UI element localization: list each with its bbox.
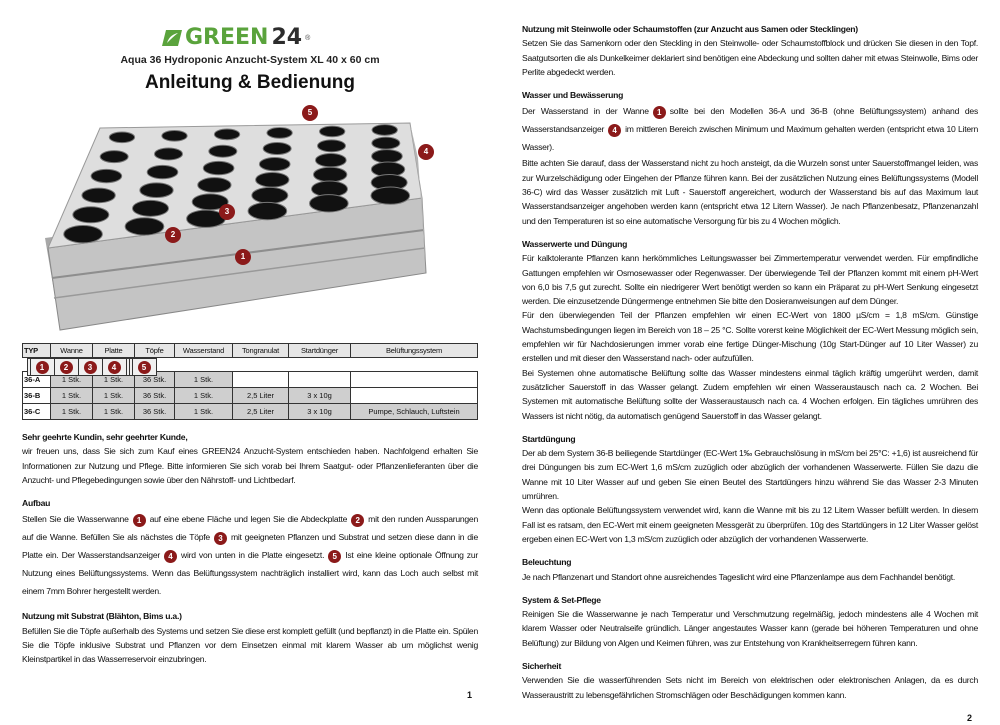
cell-typ: 36-C — [23, 404, 51, 420]
section-heading: Nutzung mit Substrat (Blähton, Bims u.a.) — [22, 611, 182, 622]
product-subtitle: Aqua 36 Hydroponic Anzucht-System XL 40 x 60 cm — [120, 54, 380, 66]
substrat-section — [22, 609, 478, 666]
pot-hole — [100, 151, 128, 163]
cell: 1 Stk. — [93, 388, 135, 404]
marker-4: 4 — [164, 550, 177, 563]
cell: 1 Stk. — [175, 372, 233, 388]
pot-hole — [82, 188, 115, 203]
page-title: Anleitung & Bedienung — [144, 72, 356, 93]
table-header: Tongranulat — [233, 344, 289, 358]
image-marker-1: 1 — [235, 249, 251, 265]
section-heading: Aufbau — [22, 498, 51, 509]
sicherheit-section — [522, 659, 978, 702]
cell: 36 Stk. — [135, 404, 175, 420]
aufbau-section — [22, 496, 478, 600]
section-text: Setzen Sie das Samenkorn oder den Steckling in den Steinwolle- oder Schaumstoffblock und drücken Sie diesen in den Topf. Saatgutsorten die als Dunkelkeimer deklariert sind benötigen eine Abdeckung und sollten daher mit etwas Steinwolle, Bims oder Perlite abgedeckt werden. — [522, 38, 979, 77]
section-heading: Beleuchtung — [522, 557, 572, 568]
pot-hole — [155, 148, 183, 160]
cell — [289, 372, 351, 388]
cell: 2,5 Liter — [233, 388, 289, 404]
product-image-tray — [30, 98, 460, 338]
cell: 1 Stk. — [51, 404, 93, 420]
wasser-section — [522, 88, 978, 228]
table-header-row — [23, 344, 478, 358]
pot-hole — [372, 125, 397, 136]
pot-hole — [147, 165, 178, 178]
cell — [351, 372, 478, 388]
pot-hole — [248, 202, 287, 219]
text: Der Wasserstand in der Wanne — [522, 106, 649, 117]
pot-hole — [73, 207, 109, 223]
text: Ist eine kleine optionale Öffnung zur Nutzung eines Belüftungssystems. Wenn das Belüftungssystem nachträglich installiert wird, kann das Loch auch selbst mit einem 7mm Bohrer hergestellt werden. — [22, 550, 478, 597]
table-row — [23, 388, 478, 404]
page-2 — [500, 0, 1000, 723]
section-text: Für den überwiegenden Teil der Pflanzen empfehlen wir einen EC-Wert von 1800 µS/cm = 1,8 mS/cm. Günstige Wachstumsbedingungen liegen im Bereich von 18 – 25 °C. Sollte vorerst keine Möglichkeit der EC-Wert Messung möglich sein, empfehlen wir für Nachdosierungen immer vorab eine fertige Dünger-Mischung (10g Start-Dünger auf 10 Liter Wasser) zu erstellen und mit dieser den Wasserstand nach- oder aufzufüllen. — [522, 310, 978, 364]
section-heading: Sicherheit — [522, 660, 562, 671]
model-contents-table — [22, 343, 478, 420]
section-text: Bitte achten Sie darauf, dass der Wasserstand nicht zu hoch ansteigt, da die Wurzeln sonst unter Sauerstoffmangel leiden, was zur Wurzelschädigung oder Eingehen der Pflanze führen kann. Bei der zusätzlichen Nutzung eines Belüftungssystems (Modell 36-C) wird das Wasser zusätzlich mit Luft - Sauerstoff angereichert, wodurch der Wasserstand bis auf das Maximum laut Wasserstandsanzeiger angehoben werden kann (entspricht etwa 12 Litern Wasser). Je nach Pflanzenbesatz, Pflanzenanzahl und den Temperaturen ist so eine automatische Versorgung für bis zu 4 Wochen möglich. — [522, 158, 978, 226]
table-header: Startdünger — [289, 344, 351, 358]
greeting-section — [22, 430, 478, 487]
section-heading: System & Set-Pflege — [522, 594, 601, 605]
cell: Pumpe, Schlauch, Luftstein — [351, 404, 478, 420]
table-header: Platte — [93, 344, 135, 358]
pot-hole — [162, 130, 187, 141]
section-heading: Sehr geehrte Kundin, sehr geehrter Kunde, — [22, 432, 188, 442]
text: wird von unten in die Platte eingesetzt. — [180, 550, 325, 561]
section-text — [522, 102, 978, 156]
pot-hole — [314, 167, 347, 182]
section-text: wir freuen uns, dass Sie sich zum Kauf eines GREEN24 Anzucht-System entschieden haben. Nachfolgend erhalten Sie Informationen zur Nutzung und Pflege. Bitte informieren Sie sich vorab bei Ihrem Saatgut- oder Pflanzenlieferanten über die Anzucht- und Pflegebedingungen sowie über den Nährstoff- und Lichtbedarf. — [22, 446, 478, 485]
marker-5: 5 — [328, 550, 341, 563]
marker-3: 3 — [84, 361, 97, 374]
table-header: TYP — [23, 344, 51, 358]
table-header: Wanne — [51, 344, 93, 358]
text: mit den runden Aussparungen auf die Wanne. Befüllen Sie als nächstes die Töpfe — [22, 514, 478, 543]
pot-hole — [316, 154, 347, 167]
pot-hole — [91, 169, 122, 182]
pot-hole — [320, 126, 345, 137]
cell: 1 Stk. — [51, 372, 93, 388]
cell: 36 Stk. — [135, 388, 175, 404]
text: mit geeigneten Pflanzen und Substrat und setzen diese dann in die Platte ein. Der Wasserstandsanzeiger — [22, 532, 478, 561]
cell-typ: 36-A — [23, 372, 51, 388]
pot-hole — [203, 161, 234, 174]
pot-hole — [109, 132, 134, 143]
startduengung-section — [522, 432, 978, 546]
green24-logo — [160, 26, 340, 50]
section-text: Je nach Pflanzenart und Standort ohne ausreichendes Tageslicht wird eine Pflanzenlampe aus dem Fachhandel benötigt. — [522, 571, 956, 582]
marker-4: 4 — [608, 124, 621, 137]
page-1-text-flow — [22, 430, 478, 702]
pflege-section — [522, 593, 978, 650]
cell: 1 Stk. — [175, 388, 233, 404]
page-1 — [0, 0, 500, 707]
leaf-icon — [160, 28, 182, 48]
beleuchtung-section — [522, 555, 978, 584]
pot-hole — [259, 157, 290, 170]
pot-hole — [371, 187, 410, 204]
marker-2: 2 — [60, 361, 73, 374]
cell: 36 Stk. — [135, 372, 175, 388]
cell: 3 x 10g — [289, 388, 351, 404]
marker-1: 1 — [653, 106, 666, 119]
text: sollte bei den Modellen 36-A und 36-B (ohne Belüftungssystem) anhand des Wasserstandsanzeiger — [522, 106, 978, 135]
cell: 1 Stk. — [175, 404, 233, 420]
section-text: Bei Systemen ohne automatische Belüftung sollte das Wasser mindestens einmal täglich kräftig umgerührt werden, damit zusätzlicher Sauerstoff in das Wasser gelangt. Zudem empfehlen wir einen Wasseraustausch nach ca. 2 Wochen. Bei Systemen mit automatische Belüftung sollte der Wasseraustausch nach ca. 4 Wochen erfolgen. Ein tägliches umrühren des Wassers ist nicht nötig, da automatisch genügend Sauerstoff in das Wasser gelangt. — [522, 367, 978, 421]
section-text: Verwenden Sie die wasserführenden Sets nicht im Bereich von elektrischen oder elektronischen Anlagen, da es durch Wasseraustritt zu lebensgefährlichen Stromschlägen oder Beschädigungen kommen kann. — [522, 675, 978, 700]
cell: 2,5 Liter — [233, 404, 289, 420]
wasserwerte-section — [522, 237, 978, 423]
section-text: Reinigen Sie die Wasserwanne je nach Temperatur und Verschmutzung regelmäßig, jedoch mindestens alle 4 Wochen mit klarem Wasser oder Neutralseife gründlich. Länger angestautes Wasser kann (gerade bei höheren Temperaturen und ohne Belüftung) zur Bildung von Algen und Keimen führen, was zur Entstehung von Krankheitserregern führen kann. — [522, 609, 978, 648]
page-2-text-flow — [522, 22, 978, 725]
table-header: Belüftungssystem — [351, 344, 478, 358]
pot-hole — [252, 187, 288, 203]
marker-1: 1 — [133, 514, 146, 527]
table-header: Töpfe — [135, 344, 175, 358]
section-text: Befüllen Sie die Töpfe außerhalb des Systems und setzen Sie diese erst komplett gefüllt (und bepflanzt) in die Platte ein. Spülen Sie die Töpfe inklusive Substrat und Pflanzen vor dem Einsetzen einmal mit klarem Wasser ab um möglichst wenig Kleinstpartikel in das Wasserreservoir einzubringen. — [22, 625, 478, 665]
pot-hole — [64, 225, 103, 242]
logo-text: GREEN — [185, 25, 269, 50]
pot-hole — [263, 143, 291, 155]
page-number: 2 — [966, 712, 972, 723]
section-text — [22, 510, 478, 600]
cell: 3 x 10g — [289, 404, 351, 420]
cell: 1 Stk. — [93, 404, 135, 420]
image-marker-5: 5 — [302, 105, 318, 121]
section-text: Wenn das optionale Belüftungssystem verwendet wird, kann die Wanne mit bis zu 12 Litern Wasser befüllt werden. In diesem Fall ist es ratsam, den EC-Wert mit einem geeigneten Messgerät zu überprüfen. 10g des Startdüngers in 12 Liter Wasser gelöst ergeben einen EC-Wert von 1,3 mS/cm zuzüglich oder abzüglich der vorhandenen Wasserwerte. — [522, 505, 978, 544]
pot-hole — [125, 218, 164, 235]
cell — [233, 372, 289, 388]
section-heading: Nutzung mit Steinwolle oder Schaumstoffen (zur Anzucht aus Samen oder Stecklingen) — [522, 24, 858, 34]
cell-typ: 36-B — [23, 388, 51, 404]
image-marker-3: 3 — [219, 204, 235, 220]
pot-hole — [214, 129, 239, 140]
page-number: 1 — [466, 690, 472, 700]
steinwolle-section — [522, 22, 978, 79]
text: im mittleren Bereich zwischen Minimum und Maximum gehalten werden (entspricht etwa 10 Litern Wasser). — [522, 124, 978, 153]
section-heading: Wasserwerte und Düngung — [522, 238, 628, 249]
section-heading: Wasser und Bewässerung — [522, 90, 624, 101]
cell: 1 Stk. — [93, 372, 135, 388]
section-text: Für kalktolerante Pflanzen kann herkömmliches Leitungswasser bei Zimmertemperatur verwendet werden. Für empfindliche Gattungen empfehlen wir Osmosewasser oder Regenwasser. Der überwiegende Teil der Pflanzen kommt mit einem pH-Wert von 6,0 bis 7,5 gut zurecht. Sollte ein niedrigerer Wert benötigt werden so kann ein Präparat zu pH-Wert Senkung eingesetzt werden. Die einzusetzende Düngermenge entnehmen Sie bitte den Dosieranweisungen auf dem Dünger. — [522, 253, 978, 307]
pot-hole — [318, 140, 346, 152]
logo-number: 24 — [271, 25, 303, 50]
table-row — [23, 404, 478, 420]
pot-hole — [209, 145, 237, 157]
pot-hole — [198, 178, 231, 193]
pot-hole — [133, 200, 169, 216]
marker-5: 5 — [138, 361, 151, 374]
image-marker-4: 4 — [418, 144, 434, 160]
cell — [351, 388, 478, 404]
image-marker-2: 2 — [165, 227, 181, 243]
table-marker-row — [27, 358, 40, 371]
marker-1: 1 — [36, 361, 49, 374]
cell: 1 Stk. — [51, 388, 93, 404]
text: auf eine ebene Fläche und legen Sie die Abdeckplatte — [149, 514, 348, 525]
table-header: Wasserstand — [175, 344, 233, 358]
pot-hole — [267, 128, 292, 139]
section-text: Der ab dem System 36-B beiliegende Startdünger (EC-Wert 1‰ Gebrauchslösung in mS/cm bei 25°C: +1,6) ist ausreichend für drei Düngungen bis zum EC-Wert 1,6 mS/cm zuzüglich oder abzüglich der vorhandenen Wasserwerte. Füllen Sie dazu die Wanne mit 10 Liter Wasser auf und geben Sie einen Beutel des Startdüngers hinzu während Sie das Wasser 2-3 Minuten umrühren. — [522, 448, 978, 502]
marker-3: 3 — [214, 532, 227, 545]
marker-4: 4 — [108, 361, 121, 374]
section-heading: Startdüngung — [522, 433, 576, 444]
marker-2: 2 — [351, 514, 364, 527]
pot-hole — [256, 172, 289, 187]
pot-hole — [372, 150, 403, 163]
registered-mark: ® — [305, 34, 311, 42]
pot-hole — [310, 195, 349, 212]
text: Stellen Sie die Wasserwanne — [22, 514, 129, 525]
pot-hole — [372, 137, 400, 149]
pot-hole — [140, 183, 173, 198]
